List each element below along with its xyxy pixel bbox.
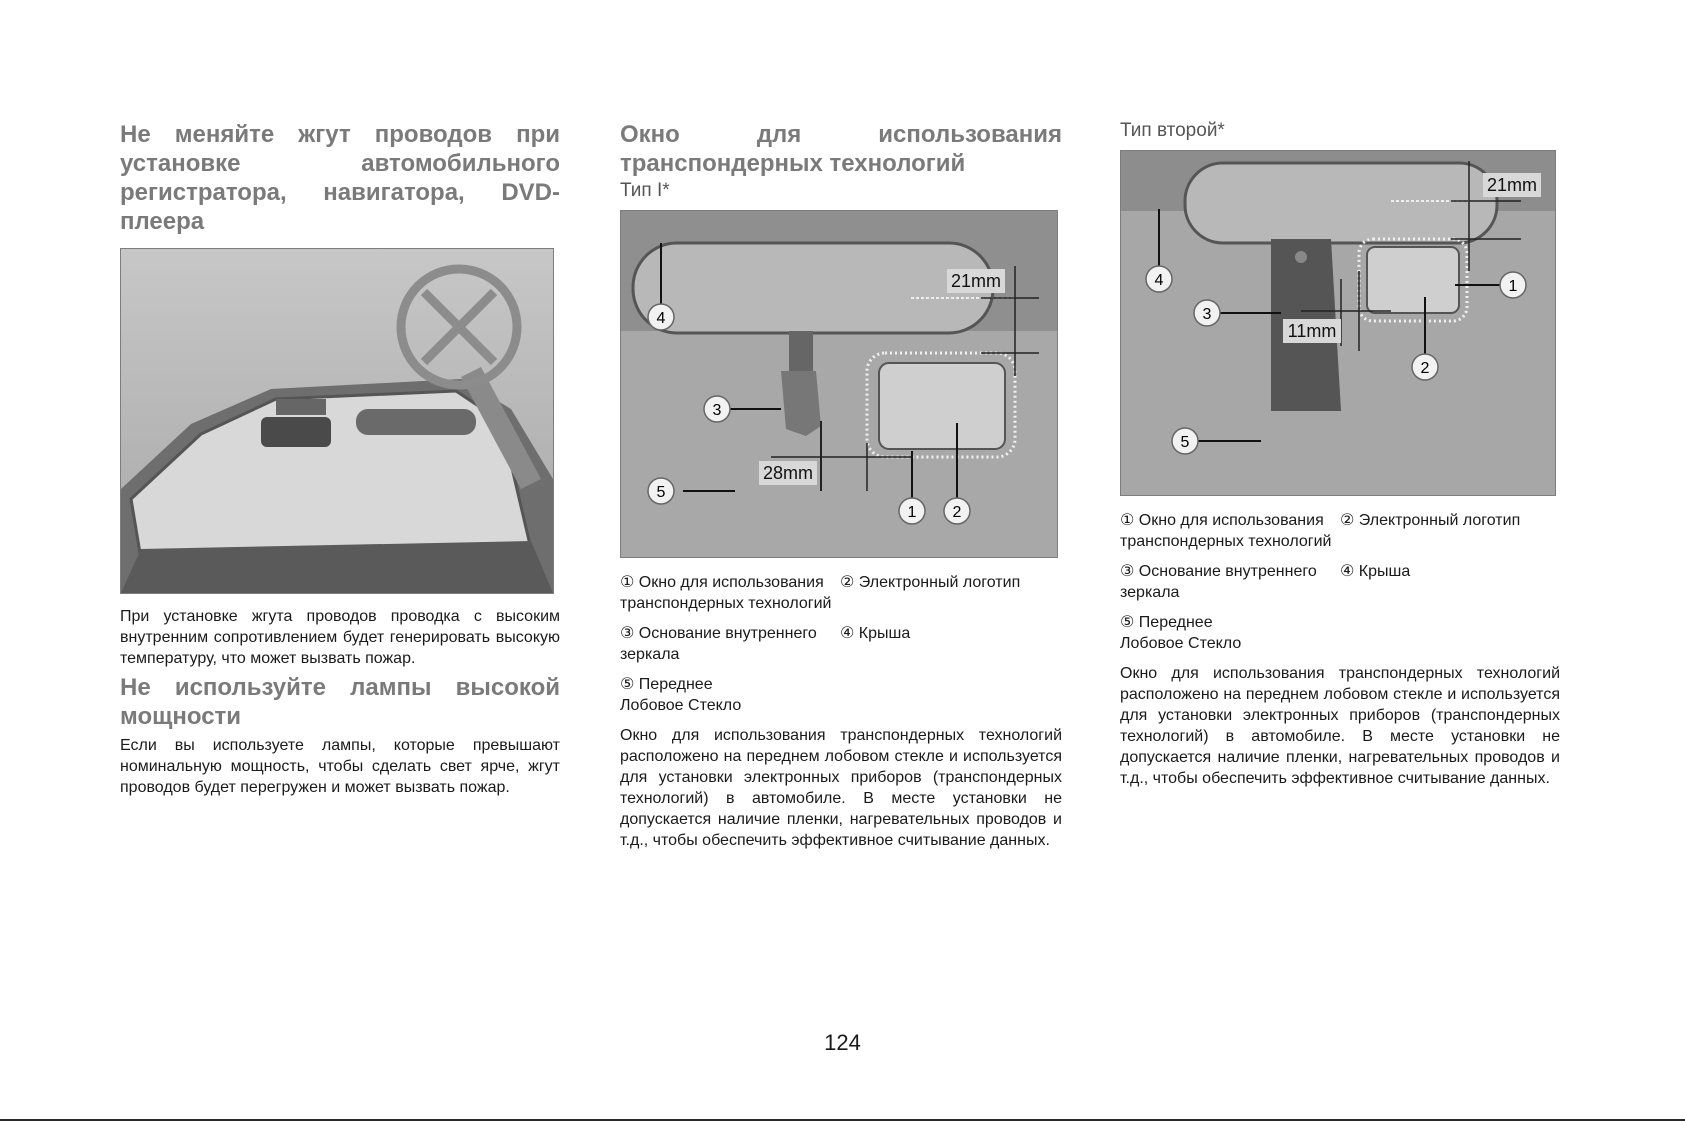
callout-3 — [704, 396, 730, 422]
column-middle — [620, 120, 1062, 851]
page-number: 124 — [824, 1030, 861, 1055]
svg-text:5: 5 — [1180, 434, 1190, 451]
svg-text:3: 3 — [1202, 306, 1212, 323]
callout-1-type-2 — [1500, 272, 1526, 298]
bottom-rule — [0, 1119, 1685, 1121]
svg-text:3: 3 — [712, 402, 722, 419]
figure-transponder-type-1 — [620, 210, 1058, 558]
column-left — [120, 120, 560, 798]
callout-2 — [944, 498, 970, 524]
svg-text:1: 1 — [1508, 278, 1518, 295]
paragraph-lamps-overload: Если вы используете лампы, которые превышают номинальную мощность, чтобы сделать свет ярче, жгут проводов будет перегружен и может вызвать пожар. — [120, 737, 560, 796]
svg-text:4: 4 — [1154, 272, 1164, 289]
column-right — [1120, 120, 1560, 789]
callout-1 — [899, 498, 925, 524]
legend-type-2 — [1120, 510, 1560, 663]
figure-windshield-prohibited — [120, 248, 554, 594]
figure-transponder-type-2 — [1120, 150, 1556, 496]
dimension-21mm-label: 21mm — [950, 271, 1002, 291]
legend-item-3: ③ Основание внутреннего зеркала — [620, 625, 817, 663]
callout-5 — [648, 478, 674, 504]
subtitle-type-2: Тип второй* — [1120, 120, 1225, 141]
paragraph-transponder-type-1: Окно для использования транспондерных технологий расположено на переднем лобовом стекле и используется для установки электронных приборов (транспондерных технологий) в автомобиле. В месте установки не допускается наличие пленки, нагревательных проводов и т.д., чтобы обеспечить эффективное считывание данных. — [620, 727, 1062, 849]
dimension-11mm-label: 11mm — [1287, 321, 1337, 341]
legend-item-4: ④ Крыша — [840, 625, 911, 642]
legend-item-1-type-2: ① Окно для использования транспондерных технологий — [1120, 512, 1332, 550]
callout-5-type-2 — [1172, 428, 1198, 454]
legend-item-4-type-2: ④ Крыша — [1340, 563, 1411, 580]
callout-4 — [648, 304, 674, 330]
dimension-28mm-label: 28mm — [762, 463, 814, 483]
legend-item-5-type-2: ⑤ Переднее Лобовое Стекло — [1120, 614, 1242, 652]
heading-high-power-lamps: Не используйте лампы высокой мощности — [120, 674, 560, 730]
svg-text:2: 2 — [952, 504, 962, 521]
callout-3-type-2 — [1194, 300, 1220, 326]
paragraph-wiring-fire-risk: При установке жгута проводов проводка с высоким внутренним сопротивлением будет генерировать высокую температуру, что может вызвать пожар. — [120, 608, 560, 667]
svg-text:5: 5 — [656, 484, 666, 501]
callout-4-type-2 — [1146, 266, 1172, 292]
heading-wiring-harness: Не меняйте жгут проводов при установке автомобильного регистратора, навигатора, DVD-плеера — [120, 121, 560, 235]
svg-text:2: 2 — [1420, 360, 1430, 377]
legend-type-1 — [620, 572, 1062, 725]
legend-item-5: ⑤ Переднее Лобовое Стекло — [620, 676, 742, 714]
paragraph-transponder-type-2: Окно для использования транспондерных технологий расположено на переднем лобовом стекле и используется для установки электронных приборов (транспондерных технологий) в автомобиле. В месте установки не допускается наличие пленки, нагревательных проводов и т.д., чтобы обеспечить эффективное считывание данных. — [1120, 665, 1560, 787]
legend-item-2: ② Электронный логотип — [840, 574, 1021, 591]
callout-2-type-2 — [1412, 354, 1438, 380]
legend-item-1: ① Окно для использования транспондерных технологий — [620, 574, 832, 612]
legend-item-2-type-2: ② Электронный логотип — [1340, 512, 1521, 529]
svg-text:4: 4 — [656, 310, 666, 327]
legend-item-3-type-2: ③ Основание внутреннего зеркала — [1120, 563, 1317, 601]
svg-text:1: 1 — [907, 504, 917, 521]
dimension-21mm-label-type-2: 21mm — [1486, 175, 1538, 195]
subtitle-type-1: Тип I* — [620, 180, 670, 201]
heading-transponder-window: Окно для использования транспондерных технологий — [620, 121, 1062, 177]
